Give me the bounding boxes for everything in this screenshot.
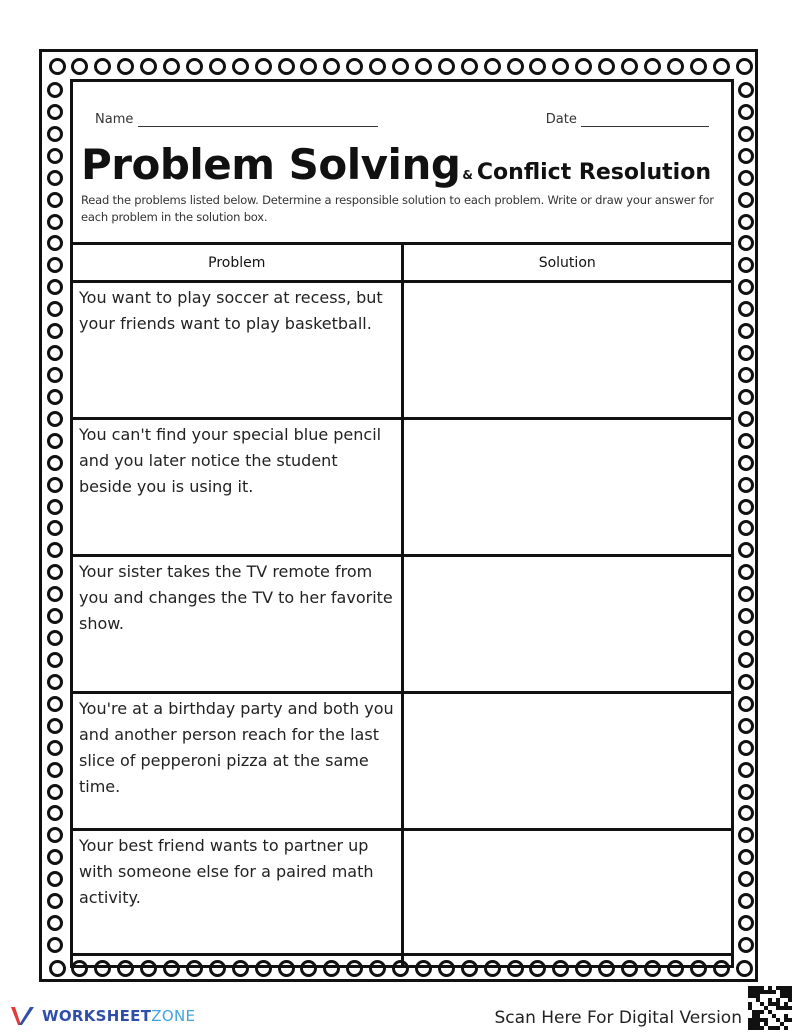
- date-label: Date: [545, 112, 577, 127]
- worksheet: [70, 79, 734, 956]
- logo-word1: WORKSHEET: [42, 1007, 152, 1025]
- logo-v-icon: [10, 1005, 36, 1027]
- table-row: [72, 693, 733, 830]
- problem-solution-table: [70, 242, 734, 968]
- problem-cell: You can't find your special blue pencil and you later notice the student beside you is using it.: [72, 419, 403, 556]
- problem-cell: You're at a birthday party and both you and another person reach for the last slice of pepperoni pizza at the same time.: [72, 693, 403, 830]
- solution-header: Solution: [402, 244, 733, 282]
- problem-header: Problem: [72, 244, 403, 282]
- scan-text: Scan Here For Digital Version: [494, 1008, 742, 1028]
- logo-word2: ZONE: [151, 1007, 196, 1025]
- solution-box[interactable]: [402, 693, 733, 830]
- solution-box[interactable]: [402, 282, 733, 419]
- worksheetzone-logo: [10, 1005, 195, 1027]
- table-row: [72, 282, 733, 419]
- instructions: Read the problems listed below. Determine a responsible solution to each problem. Write or draw your answer for each problem in the solution box.: [81, 193, 714, 224]
- qr-code-icon[interactable]: [748, 986, 792, 1030]
- solution-box[interactable]: [402, 419, 733, 556]
- table-row: [72, 419, 733, 556]
- table-row: [72, 556, 733, 693]
- table-row: [72, 830, 733, 967]
- title-amp: &: [462, 168, 473, 182]
- problem-cell: You want to play soccer at recess, but your friends want to play basketball.: [72, 282, 403, 419]
- title-main: Problem Solving: [81, 140, 461, 189]
- page-title: [81, 140, 711, 189]
- date-field[interactable]: [581, 126, 709, 127]
- title-sub: Conflict Resolution: [476, 160, 711, 185]
- solution-box[interactable]: [402, 556, 733, 693]
- solution-box[interactable]: [402, 830, 733, 967]
- name-date-row: [95, 112, 709, 127]
- problem-cell: Your best friend wants to partner up with someone else for a paired math activity.: [72, 830, 403, 967]
- name-field[interactable]: [138, 126, 378, 127]
- name-label: Name: [95, 112, 134, 127]
- problem-cell: Your sister takes the TV remote from you and changes the TV to her favorite show.: [72, 556, 403, 693]
